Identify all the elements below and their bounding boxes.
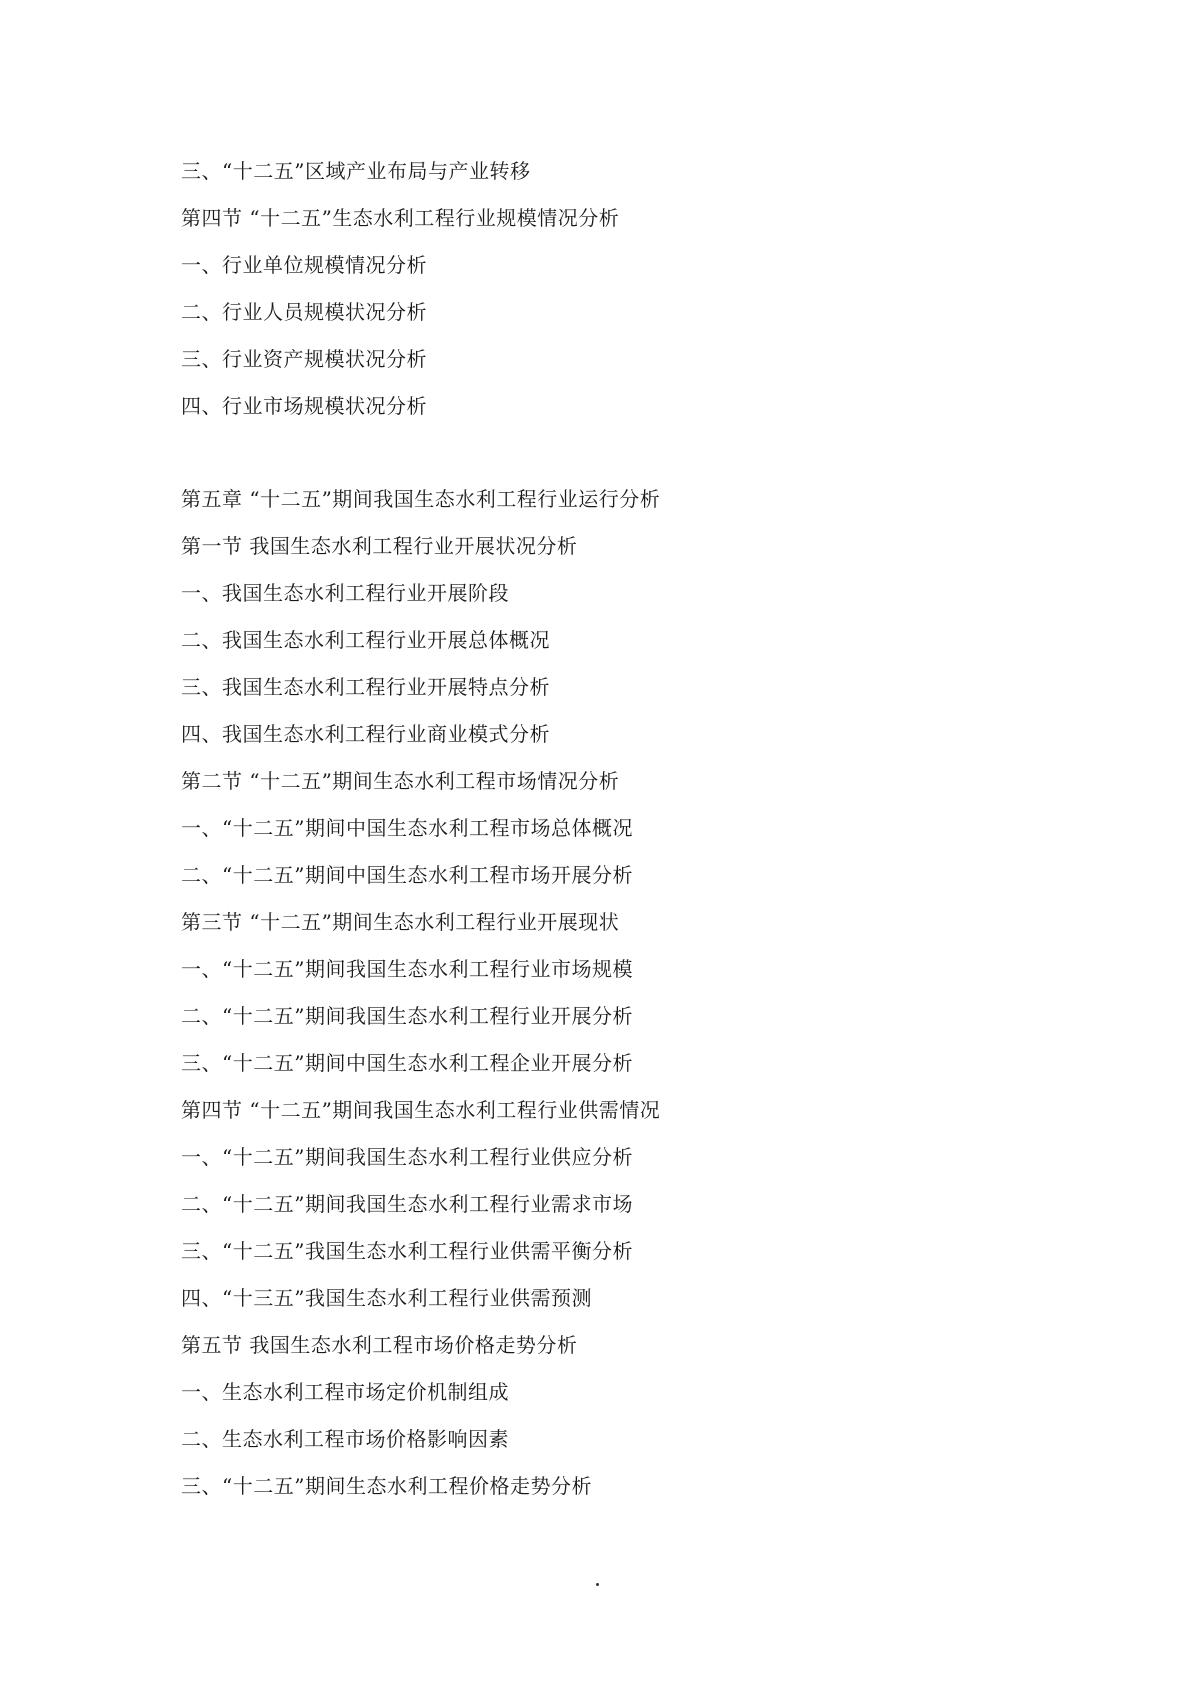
toc-line: 二、行业人员规模状况分析 — [181, 300, 427, 324]
toc-line: 三、“十二五”期间生态水利工程价格走势分析 — [181, 1474, 592, 1498]
toc-line: 四、行业市场规模状况分析 — [181, 394, 427, 418]
toc-line: 二、生态水利工程市场价格影响因素 — [181, 1427, 509, 1451]
toc-section-1 — [181, 148, 660, 430]
toc-line: 第五章 “十二五”期间我国生态水利工程行业运行分析 — [181, 487, 661, 511]
toc-line: 一、“十二五”期间我国生态水利工程行业供应分析 — [181, 1145, 633, 1169]
toc-line: 四、“十三五”我国生态水利工程行业供需预测 — [181, 1286, 592, 1310]
toc-line: 三、“十二五”我国生态水利工程行业供需平衡分析 — [181, 1239, 633, 1263]
toc-line: 二、“十二五”期间我国生态水利工程行业开展分析 — [181, 1004, 633, 1028]
toc-line: 二、“十二五”期间中国生态水利工程市场开展分析 — [181, 863, 633, 887]
toc-line: 一、生态水利工程市场定价机制组成 — [181, 1380, 509, 1404]
toc-section-2 — [181, 476, 660, 1510]
toc-line: 二、我国生态水利工程行业开展总体概况 — [181, 628, 550, 652]
toc-line: 四、我国生态水利工程行业商业模式分析 — [181, 722, 550, 746]
toc-line: 第五节 我国生态水利工程市场价格走势分析 — [181, 1333, 578, 1357]
toc-line: 第三节 “十二五”期间生态水利工程行业开展现状 — [181, 910, 620, 934]
page-dot-mark — [596, 1583, 599, 1586]
toc-line: 一、“十二五”期间中国生态水利工程市场总体概况 — [181, 816, 633, 840]
toc-line: 二、“十二五”期间我国生态水利工程行业需求市场 — [181, 1192, 633, 1216]
toc-line: 三、行业资产规模状况分析 — [181, 347, 427, 371]
toc-line: 三、我国生态水利工程行业开展特点分析 — [181, 675, 550, 699]
section-gap — [181, 430, 660, 476]
toc-line: 第四节 “十二五”期间我国生态水利工程行业供需情况 — [181, 1098, 661, 1122]
toc-line: 一、“十二五”期间我国生态水利工程行业市场规模 — [181, 957, 633, 981]
toc-line: 第一节 我国生态水利工程行业开展状况分析 — [181, 534, 578, 558]
table-of-contents — [181, 148, 660, 1510]
toc-line: 第二节 “十二五”期间生态水利工程市场情况分析 — [181, 769, 620, 793]
toc-line: 第四节 “十二五”生态水利工程行业规模情况分析 — [181, 206, 620, 230]
toc-line: 三、“十二五”期间中国生态水利工程企业开展分析 — [181, 1051, 633, 1075]
toc-line: 三、“十二五”区域产业布局与产业转移 — [181, 159, 531, 183]
toc-line: 一、我国生态水利工程行业开展阶段 — [181, 581, 509, 605]
toc-line: 一、行业单位规模情况分析 — [181, 253, 427, 277]
